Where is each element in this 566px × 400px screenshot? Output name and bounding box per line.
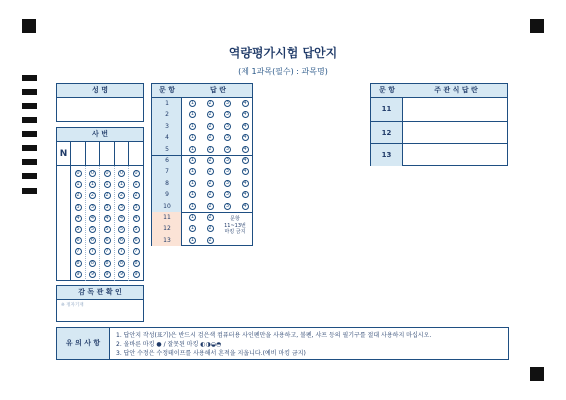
- short-answer-header: [371, 84, 507, 98]
- id-label: 사 번: [57, 128, 143, 142]
- question-number: 2: [165, 111, 169, 119]
- answer-bubble[interactable]: 2: [208, 111, 212, 118]
- id-bubble[interactable]: 9: [76, 270, 80, 277]
- id-bubble[interactable]: 0: [119, 170, 124, 176]
- answer-bubble[interactable]: 1: [190, 168, 195, 175]
- answer-col-question: 문 항: [159, 86, 175, 94]
- id-bubble[interactable]: 5: [105, 226, 109, 232]
- question-number: 4: [165, 134, 169, 142]
- question-number: 7: [165, 168, 169, 176]
- answer-bubble[interactable]: 2: [208, 191, 212, 198]
- answer-bubble[interactable]: 4: [243, 100, 247, 106]
- answer-bubble[interactable]: 3: [225, 202, 230, 209]
- short-col-question: 문 항: [379, 86, 395, 94]
- answer-bubble[interactable]: 2: [208, 236, 212, 243]
- id-bubble[interactable]: 3: [90, 203, 95, 210]
- answer-bubble[interactable]: 1: [190, 145, 195, 152]
- id-bubble[interactable]: 9: [105, 270, 109, 277]
- answer-bubble[interactable]: 3: [225, 157, 230, 163]
- short-answer-field[interactable]: [403, 143, 507, 166]
- answer-bubble[interactable]: 1: [190, 179, 195, 186]
- notes-list: [116, 331, 506, 358]
- id-bubble[interactable]: 9: [119, 270, 124, 277]
- answer-bubble[interactable]: 2: [208, 134, 212, 141]
- question-number: 6: [165, 157, 169, 164]
- short-answer-field[interactable]: [403, 121, 507, 144]
- id-bubble[interactable]: 0: [76, 170, 80, 176]
- answer-bubble[interactable]: 1: [190, 191, 195, 198]
- id-write-box[interactable]: [71, 142, 86, 166]
- answer-bubble[interactable]: 4: [243, 122, 247, 129]
- answer-bubble[interactable]: 3: [225, 145, 230, 152]
- answer-bubble[interactable]: 4: [243, 179, 247, 186]
- id-bubble[interactable]: 7: [76, 248, 80, 255]
- id-bubble[interactable]: 7: [119, 248, 124, 255]
- answer-bubble[interactable]: 1: [190, 134, 195, 141]
- answer-bubble[interactable]: 2: [208, 168, 212, 175]
- answer-bubble[interactable]: 3: [225, 122, 230, 129]
- corner-mark-top-left: [22, 19, 36, 33]
- id-bubble[interactable]: 8: [119, 259, 124, 266]
- question-number: 11: [163, 214, 171, 221]
- id-bubble[interactable]: 2: [134, 192, 138, 199]
- question-number: 5: [165, 145, 169, 153]
- corner-mark-top-right: [530, 19, 544, 33]
- question-number: 10: [163, 202, 171, 210]
- id-bubble[interactable]: 5: [76, 226, 80, 232]
- id-write-box[interactable]: [129, 142, 144, 166]
- question-number: 12: [163, 225, 171, 233]
- id-bubble[interactable]: 3: [119, 203, 124, 210]
- answer-bubble[interactable]: 3: [225, 100, 230, 106]
- no-marking-note: 문항 11~13번 마킹 금지: [224, 216, 246, 235]
- short-col-answer: 주 관 식 답 란: [434, 86, 478, 94]
- supervisor-note: ※ 정자기재: [61, 303, 84, 308]
- answer-bubble[interactable]: 1: [190, 214, 195, 220]
- id-bubble[interactable]: 1: [134, 181, 138, 188]
- answer-header: [152, 84, 252, 98]
- id-bubble[interactable]: 6: [119, 237, 124, 244]
- notes-label: 유 의 사 항: [57, 328, 110, 359]
- note-item-2: 2. 올바른 마킹 ● / 잘못된 마킹 ◐◑◒◓: [116, 341, 222, 348]
- id-prefix: N: [57, 142, 71, 166]
- id-bubble[interactable]: 4: [76, 214, 80, 221]
- id-bubble[interactable]: 4: [105, 214, 109, 221]
- answer-bubble[interactable]: 3: [225, 168, 230, 175]
- answer-bubble[interactable]: 1: [190, 122, 195, 129]
- id-bubble[interactable]: 0: [105, 170, 109, 176]
- answer-bubble[interactable]: 1: [190, 225, 195, 232]
- id-bubble[interactable]: 7: [134, 248, 138, 255]
- id-bubble[interactable]: 5: [134, 226, 138, 232]
- id-bubble[interactable]: 6: [134, 237, 138, 244]
- question-number: 9: [165, 191, 169, 199]
- id-bubble[interactable]: 4: [90, 214, 95, 221]
- answer-bubble[interactable]: 4: [243, 134, 247, 141]
- note-item-3: 3. 답안 수정은 수정테이프를 사용해서 흔적을 지웁니다.(예비 마킹 금지): [116, 350, 306, 357]
- answer-bubble[interactable]: 4: [243, 111, 247, 118]
- short-answer-field[interactable]: [403, 98, 507, 121]
- name-field[interactable]: [57, 98, 143, 122]
- id-bubble-grid: [57, 142, 143, 281]
- supervisor-box: [56, 285, 144, 322]
- id-bubble[interactable]: 8: [76, 259, 80, 266]
- answer-bubble[interactable]: 4: [243, 168, 247, 175]
- id-write-box[interactable]: [86, 142, 101, 166]
- answer-bubble[interactable]: 1: [190, 236, 195, 243]
- id-bubble[interactable]: 2: [90, 192, 95, 199]
- answer-bubble[interactable]: 2: [208, 145, 212, 152]
- answer-bubble[interactable]: 4: [243, 202, 247, 209]
- answer-bubble-grid: [152, 98, 252, 246]
- question-number: 8: [165, 179, 169, 187]
- answer-bubble[interactable]: 1: [190, 202, 195, 209]
- answer-col-answer: 답 란: [210, 86, 226, 94]
- id-write-box[interactable]: [115, 142, 130, 166]
- id-bubble[interactable]: 3: [105, 203, 109, 210]
- id-bubble[interactable]: 2: [105, 192, 109, 199]
- answer-bubble[interactable]: 3: [225, 179, 230, 186]
- id-bubble[interactable]: 9: [90, 270, 95, 277]
- supervisor-label: 감 독 관 확 인: [57, 286, 143, 300]
- answer-bubble[interactable]: 1: [190, 100, 195, 106]
- answer-bubble[interactable]: 2: [208, 214, 212, 220]
- answer-bubble[interactable]: 4: [243, 191, 247, 198]
- id-bubble[interactable]: 3: [134, 203, 138, 210]
- id-bubble[interactable]: 8: [90, 259, 95, 266]
- id-bubble[interactable]: 1: [105, 181, 109, 188]
- answer-box: [151, 83, 253, 246]
- id-bubble[interactable]: 1: [90, 181, 95, 188]
- question-number: 13: [163, 236, 171, 244]
- id-bubble[interactable]: 5: [119, 226, 124, 232]
- answer-bubble[interactable]: 2: [208, 122, 212, 129]
- id-bubble[interactable]: 6: [76, 237, 80, 244]
- id-bubble[interactable]: 6: [105, 237, 109, 244]
- answer-bubble[interactable]: 3: [225, 134, 230, 141]
- answer-bubble[interactable]: 2: [208, 100, 212, 106]
- id-bubble[interactable]: 1: [119, 181, 124, 188]
- name-box: [56, 83, 144, 122]
- id-write-box[interactable]: [100, 142, 115, 166]
- answer-bubble[interactable]: 1: [190, 111, 195, 118]
- name-label: 성 명: [57, 84, 143, 98]
- id-bubble[interactable]: 0: [134, 170, 138, 176]
- answer-bubble[interactable]: 1: [190, 157, 195, 163]
- short-question-number: 11: [371, 98, 403, 121]
- short-question-number: 13: [371, 143, 403, 166]
- id-prefix-column: [57, 166, 71, 281]
- id-bubble[interactable]: 8: [105, 259, 109, 266]
- id-bubble[interactable]: 4: [119, 214, 124, 221]
- answer-bubble[interactable]: 2: [208, 179, 212, 186]
- short-answer-rows: [371, 98, 507, 166]
- note-item-1: 1. 답안지 작성(표기)은 반드시 검은색 컴퓨터용 사인펜만을 사용하고, 볼펜, 샤프 등의 필기구를 절대 사용하지 마십시오.: [116, 332, 432, 339]
- answer-bubble[interactable]: 2: [208, 202, 212, 209]
- id-bubble[interactable]: 7: [105, 248, 109, 255]
- question-number: 3: [165, 122, 169, 130]
- group-divider: [152, 155, 252, 156]
- short-answer-box: [370, 83, 508, 166]
- answer-bubble[interactable]: 3: [225, 191, 230, 198]
- id-bubble[interactable]: 7: [90, 248, 95, 255]
- id-bubble[interactable]: 3: [76, 203, 80, 210]
- id-bubble[interactable]: 5: [90, 226, 95, 232]
- answer-bubble[interactable]: 2: [208, 157, 212, 163]
- answer-bubble[interactable]: 4: [243, 145, 247, 152]
- id-bubble[interactable]: 4: [134, 214, 138, 221]
- short-question-number: 12: [371, 121, 403, 144]
- corner-mark-bottom-right: [530, 367, 544, 381]
- id-bubble[interactable]: 9: [134, 270, 138, 277]
- answer-bubble[interactable]: 2: [208, 225, 212, 232]
- id-bubble[interactable]: 2: [119, 192, 124, 199]
- answer-bubble[interactable]: 4: [243, 157, 247, 163]
- id-box: [56, 127, 144, 281]
- id-bubble[interactable]: 8: [134, 259, 138, 266]
- id-bubble[interactable]: 1: [76, 181, 80, 188]
- sheet-subtitle: (제 1과목(필수) : 과목명): [238, 67, 328, 76]
- notes-box: [56, 327, 509, 360]
- id-bubble[interactable]: 0: [90, 170, 95, 176]
- question-number: 1: [165, 100, 169, 107]
- sheet-title: 역량평가시험 답안지: [228, 46, 338, 60]
- answer-bubble[interactable]: 3: [225, 111, 230, 118]
- id-bubble[interactable]: 6: [90, 237, 95, 244]
- id-bubble[interactable]: 2: [76, 192, 80, 199]
